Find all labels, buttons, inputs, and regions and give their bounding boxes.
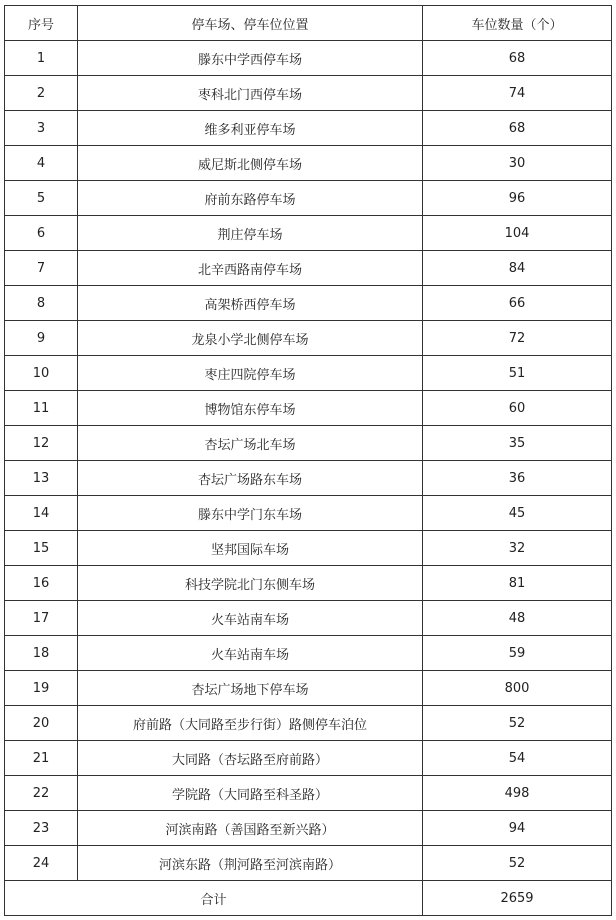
row-location: 科技学院北门东侧车场: [78, 566, 423, 601]
row-count: 52: [423, 846, 612, 881]
row-count: 74: [423, 76, 612, 111]
row-index: 17: [5, 601, 78, 636]
row-location: 高架桥西停车场: [78, 286, 423, 321]
row-index: 18: [5, 636, 78, 671]
row-index: 9: [5, 321, 78, 356]
row-location: 火车站南车场: [78, 636, 423, 671]
row-index: 15: [5, 531, 78, 566]
row-count: 45: [423, 496, 612, 531]
row-index: 20: [5, 706, 78, 741]
row-index: 13: [5, 461, 78, 496]
row-location: 龙泉小学北侧停车场: [78, 321, 423, 356]
row-location: 威尼斯北侧停车场: [78, 146, 423, 181]
row-location: 滕东中学西停车场: [78, 41, 423, 76]
row-index: 22: [5, 776, 78, 811]
row-location: 枣庄四院停车场: [78, 356, 423, 391]
row-location: 枣科北门西停车场: [78, 76, 423, 111]
row-location: 维多利亚停车场: [78, 111, 423, 146]
row-count: 30: [423, 146, 612, 181]
row-location: 河滨南路（善国路至新兴路）: [78, 811, 423, 846]
row-index: 4: [5, 146, 78, 181]
parking-table: [4, 5, 612, 916]
row-count: 800: [423, 671, 612, 706]
row-count: 68: [423, 41, 612, 76]
table-row: [5, 531, 612, 566]
table-row: [5, 741, 612, 776]
row-index: 6: [5, 216, 78, 251]
table-row: [5, 76, 612, 111]
row-index: 21: [5, 741, 78, 776]
row-index: 5: [5, 181, 78, 216]
row-location: 大同路（杏坛路至府前路）: [78, 741, 423, 776]
table-row: [5, 461, 612, 496]
row-index: 19: [5, 671, 78, 706]
table-row: [5, 146, 612, 181]
row-index: 1: [5, 41, 78, 76]
row-index: 7: [5, 251, 78, 286]
table-row: [5, 636, 612, 671]
row-index: 14: [5, 496, 78, 531]
row-index: 16: [5, 566, 78, 601]
table-row: [5, 846, 612, 881]
row-location: 学院路（大同路至科圣路）: [78, 776, 423, 811]
row-location: 杏坛广场路东车场: [78, 461, 423, 496]
table-row: [5, 496, 612, 531]
table-row: [5, 356, 612, 391]
row-count: 72: [423, 321, 612, 356]
row-count: 48: [423, 601, 612, 636]
row-index: 2: [5, 76, 78, 111]
row-index: 24: [5, 846, 78, 881]
row-count: 68: [423, 111, 612, 146]
row-location: 杏坛广场北车场: [78, 426, 423, 461]
total-value: 2659: [423, 881, 612, 916]
table-row: [5, 671, 612, 706]
row-count: 104: [423, 216, 612, 251]
header-location: 停车场、停车位位置: [78, 6, 423, 41]
row-count: 52: [423, 706, 612, 741]
row-index: 3: [5, 111, 78, 146]
row-location: 坚邦国际车场: [78, 531, 423, 566]
table-row: [5, 321, 612, 356]
row-index: 23: [5, 811, 78, 846]
row-count: 36: [423, 461, 612, 496]
row-count: 60: [423, 391, 612, 426]
table-row: [5, 111, 612, 146]
row-location: 荆庄停车场: [78, 216, 423, 251]
row-count: 66: [423, 286, 612, 321]
table-row: [5, 811, 612, 846]
row-location: 滕东中学门东车场: [78, 496, 423, 531]
row-count: 498: [423, 776, 612, 811]
table-row: [5, 251, 612, 286]
row-count: 81: [423, 566, 612, 601]
row-count: 96: [423, 181, 612, 216]
table-row: [5, 426, 612, 461]
row-location: 火车站南车场: [78, 601, 423, 636]
table-body: [5, 41, 612, 881]
header-row: [5, 6, 612, 41]
row-location: 北辛西路南停车场: [78, 251, 423, 286]
row-index: 12: [5, 426, 78, 461]
table-row: [5, 566, 612, 601]
table-row: [5, 41, 612, 76]
table-row: [5, 286, 612, 321]
row-index: 10: [5, 356, 78, 391]
row-count: 32: [423, 531, 612, 566]
row-location: 河滨东路（荆河路至河滨南路）: [78, 846, 423, 881]
row-location: 府前东路停车场: [78, 181, 423, 216]
row-count: 94: [423, 811, 612, 846]
row-count: 54: [423, 741, 612, 776]
row-index: 11: [5, 391, 78, 426]
header-count: 车位数量（个）: [423, 6, 612, 41]
total-row: [5, 881, 612, 916]
table-row: [5, 601, 612, 636]
table-row: [5, 216, 612, 251]
table-row: [5, 706, 612, 741]
row-count: 35: [423, 426, 612, 461]
table-row: [5, 391, 612, 426]
header-index: 序号: [5, 6, 78, 41]
table-row: [5, 776, 612, 811]
table-row: [5, 181, 612, 216]
row-count: 51: [423, 356, 612, 391]
row-location: 府前路（大同路至步行街）路侧停车泊位: [78, 706, 423, 741]
row-index: 8: [5, 286, 78, 321]
row-count: 84: [423, 251, 612, 286]
row-location: 杏坛广场地下停车场: [78, 671, 423, 706]
row-location: 博物馆东停车场: [78, 391, 423, 426]
row-count: 59: [423, 636, 612, 671]
total-label: 合计: [5, 881, 423, 916]
